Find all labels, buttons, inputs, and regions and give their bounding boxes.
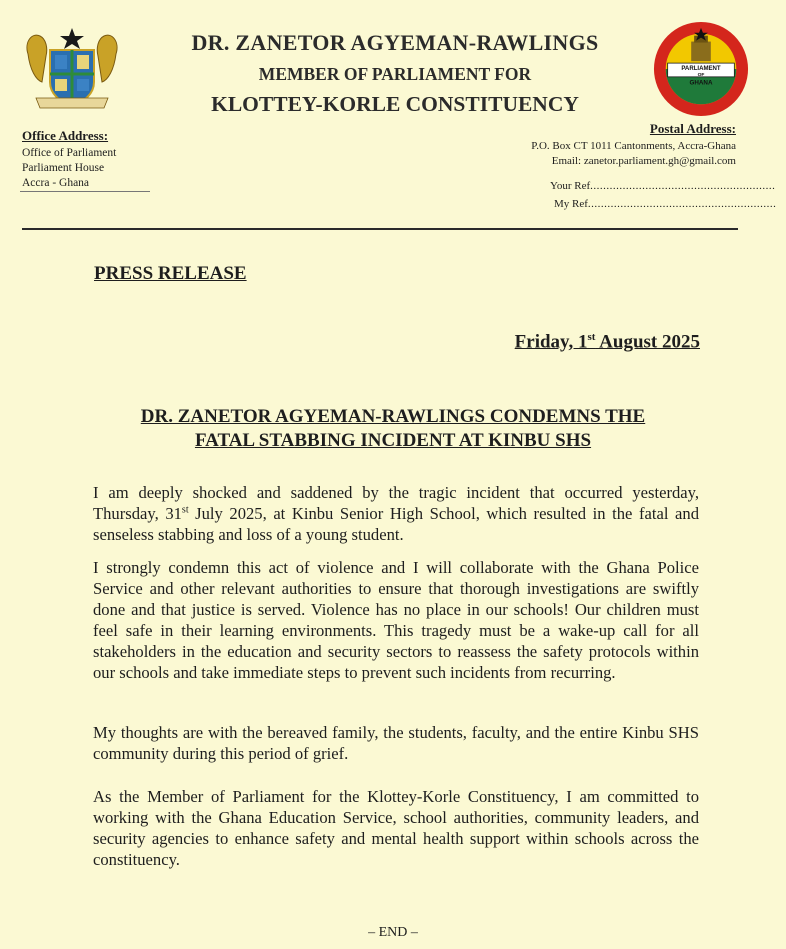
mp-role-heading: MEMBER OF PARLIAMENT FOR — [258, 64, 532, 84]
your-ref-field: Your Ref......................................................... — [550, 180, 776, 192]
paragraph-1 — [93, 482, 699, 545]
paragraph-4: As the Member of Parliament for the Klottey-Korle Constituency, I am committed to working with the Ghana Education Service, school authorities, community leaders, and security agencies to enhance safety and mental health support within schools across the constituency. — [93, 787, 699, 869]
constituency-heading: KLOTTEY-KORLE CONSTITUENCY — [211, 92, 579, 116]
paragraph-1-part-a: I am deeply shocked and saddened by the tragic incident that occurred yesterday, Thursday, 31 — [93, 483, 699, 523]
email-line: Email: zanetor.parliament.gh@gmail.com — [551, 155, 736, 167]
mp-name-heading: DR. ZANETOR AGYEMAN-RAWLINGS — [191, 30, 599, 55]
ghana-coat-of-arms-icon — [22, 24, 122, 112]
date-rest: August 2025 — [595, 331, 700, 353]
office-address-heading: Office Address: — [22, 128, 109, 143]
your-ref-label: Your Ref — [550, 180, 591, 192]
headline — [70, 405, 716, 453]
seal-mid-text: OF — [697, 72, 705, 78]
office-address-line: Accra - Ghana — [22, 177, 90, 189]
postal-box-line: P.O. Box CT 1011 Cantonments, Accra-Ghana — [531, 140, 736, 152]
release-date — [515, 331, 700, 353]
seal-top-text: PARLIAMENT — [681, 65, 721, 72]
paragraph-2: I strongly condemn this act of violence and I will collaborate with the Ghana Police Service and other relevant authorities to ensure that thorough investigations are swiftly done and that justice is served. Violence has no place in our schools! Our children must feel safe in their learning environments. This tragedy must be a wake-up call for all stakeholders in the education and security sectors to reassess the safety protocols within our schools and take immediate steps to prevent such incidents from recurring. — [93, 558, 699, 682]
end-marker: – END – — [368, 925, 418, 940]
press-release-label: PRESS RELEASE — [94, 263, 247, 284]
office-address-line: Parliament House — [22, 162, 105, 174]
my-ref-label: My Ref — [554, 198, 588, 210]
headline-line-2: FATAL STABBING INCIDENT AT KINBU SHS — [194, 430, 592, 451]
office-address-divider — [20, 191, 150, 192]
office-address-line: Office of Parliament — [22, 147, 117, 159]
parliament-of-ghana-seal-icon — [652, 20, 750, 118]
seal-bottom-text: GHANA — [689, 79, 713, 87]
postal-address-heading: Postal Address: — [649, 121, 736, 136]
paragraph-1-sup: st — [181, 504, 189, 516]
paragraph-3: My thoughts are with the bereaved family, the students, faculty, and the entire Kinbu SHS community during this period of grief. — [93, 723, 699, 763]
date-day: Friday, 1 — [514, 331, 588, 353]
headline-line-1: DR. ZANETOR AGYEMAN-RAWLINGS CONDEMNS THE — [140, 406, 646, 427]
date-suffix: st — [587, 331, 596, 343]
my-ref-field: My Ref.......................................................... — [554, 198, 777, 210]
header-divider — [22, 228, 738, 230]
paragraph-1-part-b: July 2025, at Kinbu Senior High School, which resulted in the fatal and senseless stabbing and loss of a young student. — [93, 504, 699, 544]
